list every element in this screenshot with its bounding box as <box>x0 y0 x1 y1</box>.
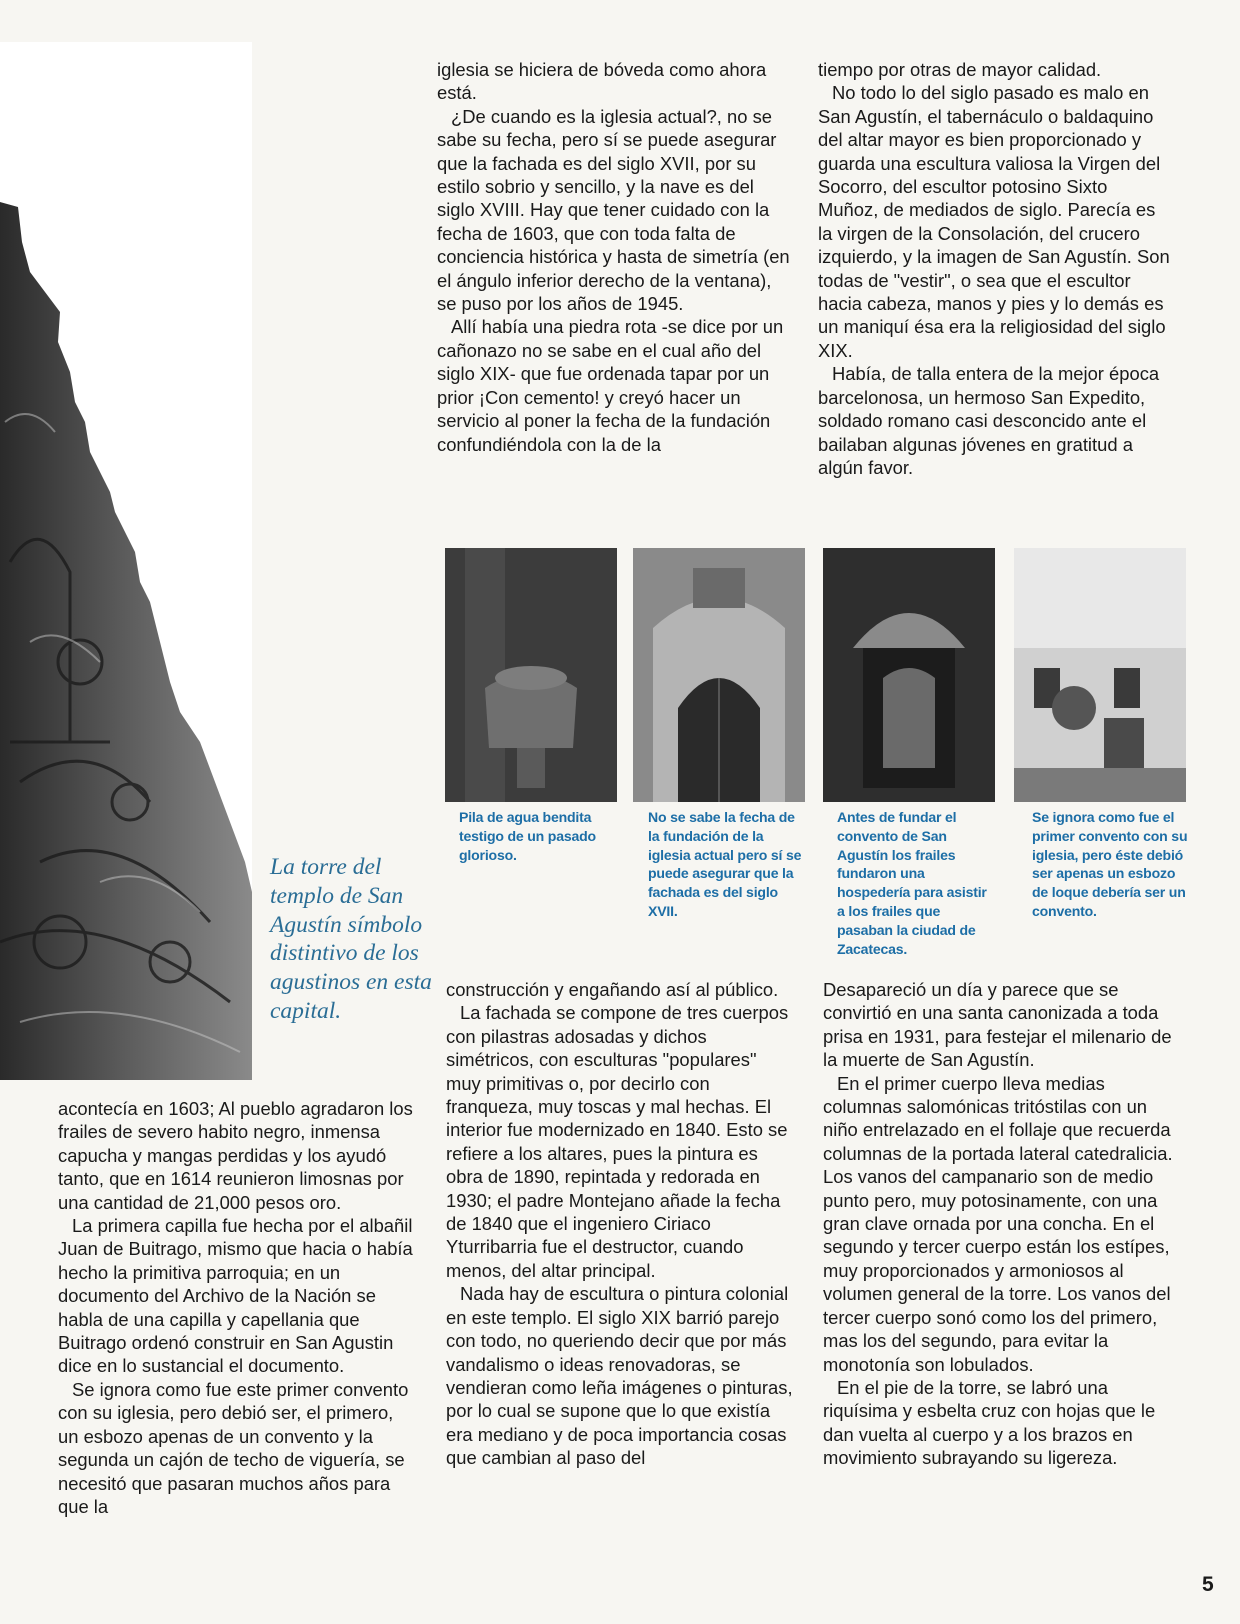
column-2-top <box>437 58 793 456</box>
column-1-bottom <box>58 1097 414 1518</box>
photo-caption-2: No se sabe la fecha de la fundación de la iglesia actual pero sí se puede asegurar que la fachada es del siglo XVII. <box>648 809 802 919</box>
column-2-bottom <box>446 978 794 1470</box>
paragraph: Se ignora como fue este primer convento con su iglesia, pero debió ser, el primero, un esbozo apenas de un convento y la segunda un cajón de techo de viguería, se necesitó que pasaran muchos años para que la <box>58 1378 409 1517</box>
paragraph: La primera capilla fue hecha por el albañil Juan de Buitrago, mismo que hacia o había hecho la primitiva parroquia; en un documento del Archivo de la Nación se habla de una capilla y capellania que Buitrago ordenó construir en San Agustin dice en lo sustancial el documento. <box>58 1215 413 1377</box>
photo-convent-exterior <box>1014 548 1186 802</box>
tower-photo <box>0 42 252 1080</box>
paragraph: En el pie de la torre, se labró una riquísima y esbelta cruz con hojas que le dan vuelta al cuerpo y a los brazos en movimiento subrayando su ligereza. <box>823 1376 1156 1469</box>
page-number: 5 <box>1202 1573 1214 1596</box>
paragraph: Desapareció un día y parece que se convirtió en una santa canonizada a toda prisa en 1931, para festejar el milenario de la muerte de San Agustín. <box>823 979 1172 1071</box>
paragraph: acontecía en 1603; Al pueblo agradaron los frailes de severo habito negro, inmensa capucha y mangas perdidas y los ayudó tanto, que en 1614 reunieron limosnas por una cantidad de 21,000 pesos oro. <box>58 1098 413 1213</box>
paragraph: Nada hay de escultura o pintura colonial en este templo. El siglo XIX barrió parejo con todo, no queriendo decir que por más vandalismo o ideas renovadoras, se vendieran como leña imágenes o pinturas, por lo cual se supone que lo que existía era mediano y de poca importancia cosas que cambian al paso del <box>446 1283 793 1469</box>
photo-holy-water-font <box>445 548 617 802</box>
paragraph: construcción y engañando así al público. <box>446 979 779 1000</box>
column-3-top <box>818 58 1170 479</box>
paragraph: Allí había una piedra rota -se dice por un cañonazo no se sabe en el cual año del siglo XIX- que fue ordenada tapar por un prior ¡Con cemento! y creyó hacer un servicio al poner la fecha de la fundación confundiéndola con la de la <box>437 316 784 455</box>
photo-caption-4: Se ignora como fue el primer convento con su iglesia, pero éste debió ser apenas un esbozo de loque debería ser un convento. <box>1032 809 1188 919</box>
column-3-bottom <box>823 978 1179 1470</box>
photo-facade-door <box>633 548 805 802</box>
photo-caption-3: Antes de fundar el convento de San Agustín los frailes fundaron una hospedería para asistir a los frailes que pasaban la ciudad de Zacatecas. <box>837 809 987 957</box>
paragraph: ¿De cuando es la iglesia actual?, no se sabe su fecha, pero sí se puede asegurar que la fachada es del siglo XVII, por su estilo sobrio y sencillo, y la nave es del siglo XVIII. Hay que tener cuidado con la fecha de 1603, que con toda falta de conciencia histórica y hasta de simetría (en el ángulo inferior derecho de la ventana), se puso por los años de 1945. <box>437 105 790 315</box>
paragraph: Había, de talla entera de la mejor época barcelonosa, un hermoso San Expedito, soldado romano casi desconcido ante el bailaban algunas jóvenes en gratitud a algún favor. <box>818 363 1160 478</box>
photo-caption-1: Pila de agua bendita testigo de un pasado glorioso. <box>459 809 596 863</box>
paragraph: iglesia se hiciera de bóveda como ahora está. <box>437 59 767 104</box>
paragraph: tiempo por otras de mayor calidad. <box>818 59 1102 80</box>
paragraph: La fachada se compone de tres cuerpos con pilastras adosadas y dichos simétricos, con esculturas "populares" muy primitivas o, por decirlo con franqueza, muy toscas y mal hechas. El interior fue modernizado en 1840. Esto se refiere a los altares, pues la pintura es obra de 1890, repintada y redorada en 1930; el padre Montejano añade la fecha de 1840 que el ingeniero Ciriaco Yturribarria fue el destructor, cuando menos, del altar principal. <box>446 1002 789 1281</box>
tower-caption: La torre del templo de San Agustín símbolo distintivo de los agustinos en esta capital. <box>270 854 432 1024</box>
photo-shell-niche <box>823 548 995 802</box>
paragraph: En el primer cuerpo lleva medias columnas salomónicas tritóstilas con un niño entrelazado en el follaje que recuerda columnas de la portada lateral catedralicia. Los vanos del campanario son de medio punto pero, muy potosinamente, con una gran clave ornada por una concha. En el segundo y tercer cuerpo están los estípes, muy proporcionados y armoniosos al volumen general de la torre. Los vanos del tercer cuerpo sonó como los del primero, mas los del segundo, para evitar la monotonía son lobulados. <box>823 1072 1173 1375</box>
paragraph: No todo lo del siglo pasado es malo en San Agustín, el tabernáculo o baldaquino del altar mayor es bien proporcionado y guarda una escultura valiosa la Virgen del Socorro, del escultor potosino Sixto Muñoz, de mediados de siglo. Parecía es la virgen de la Consolación, del crucero izquierdo, y la imagen de San Agustín. Son todas de "vestir", o sea que el escultor hacia cabeza, manos y pies y lo demás es un maniquí ésa era la religiosidad del siglo XIX. <box>818 82 1170 361</box>
